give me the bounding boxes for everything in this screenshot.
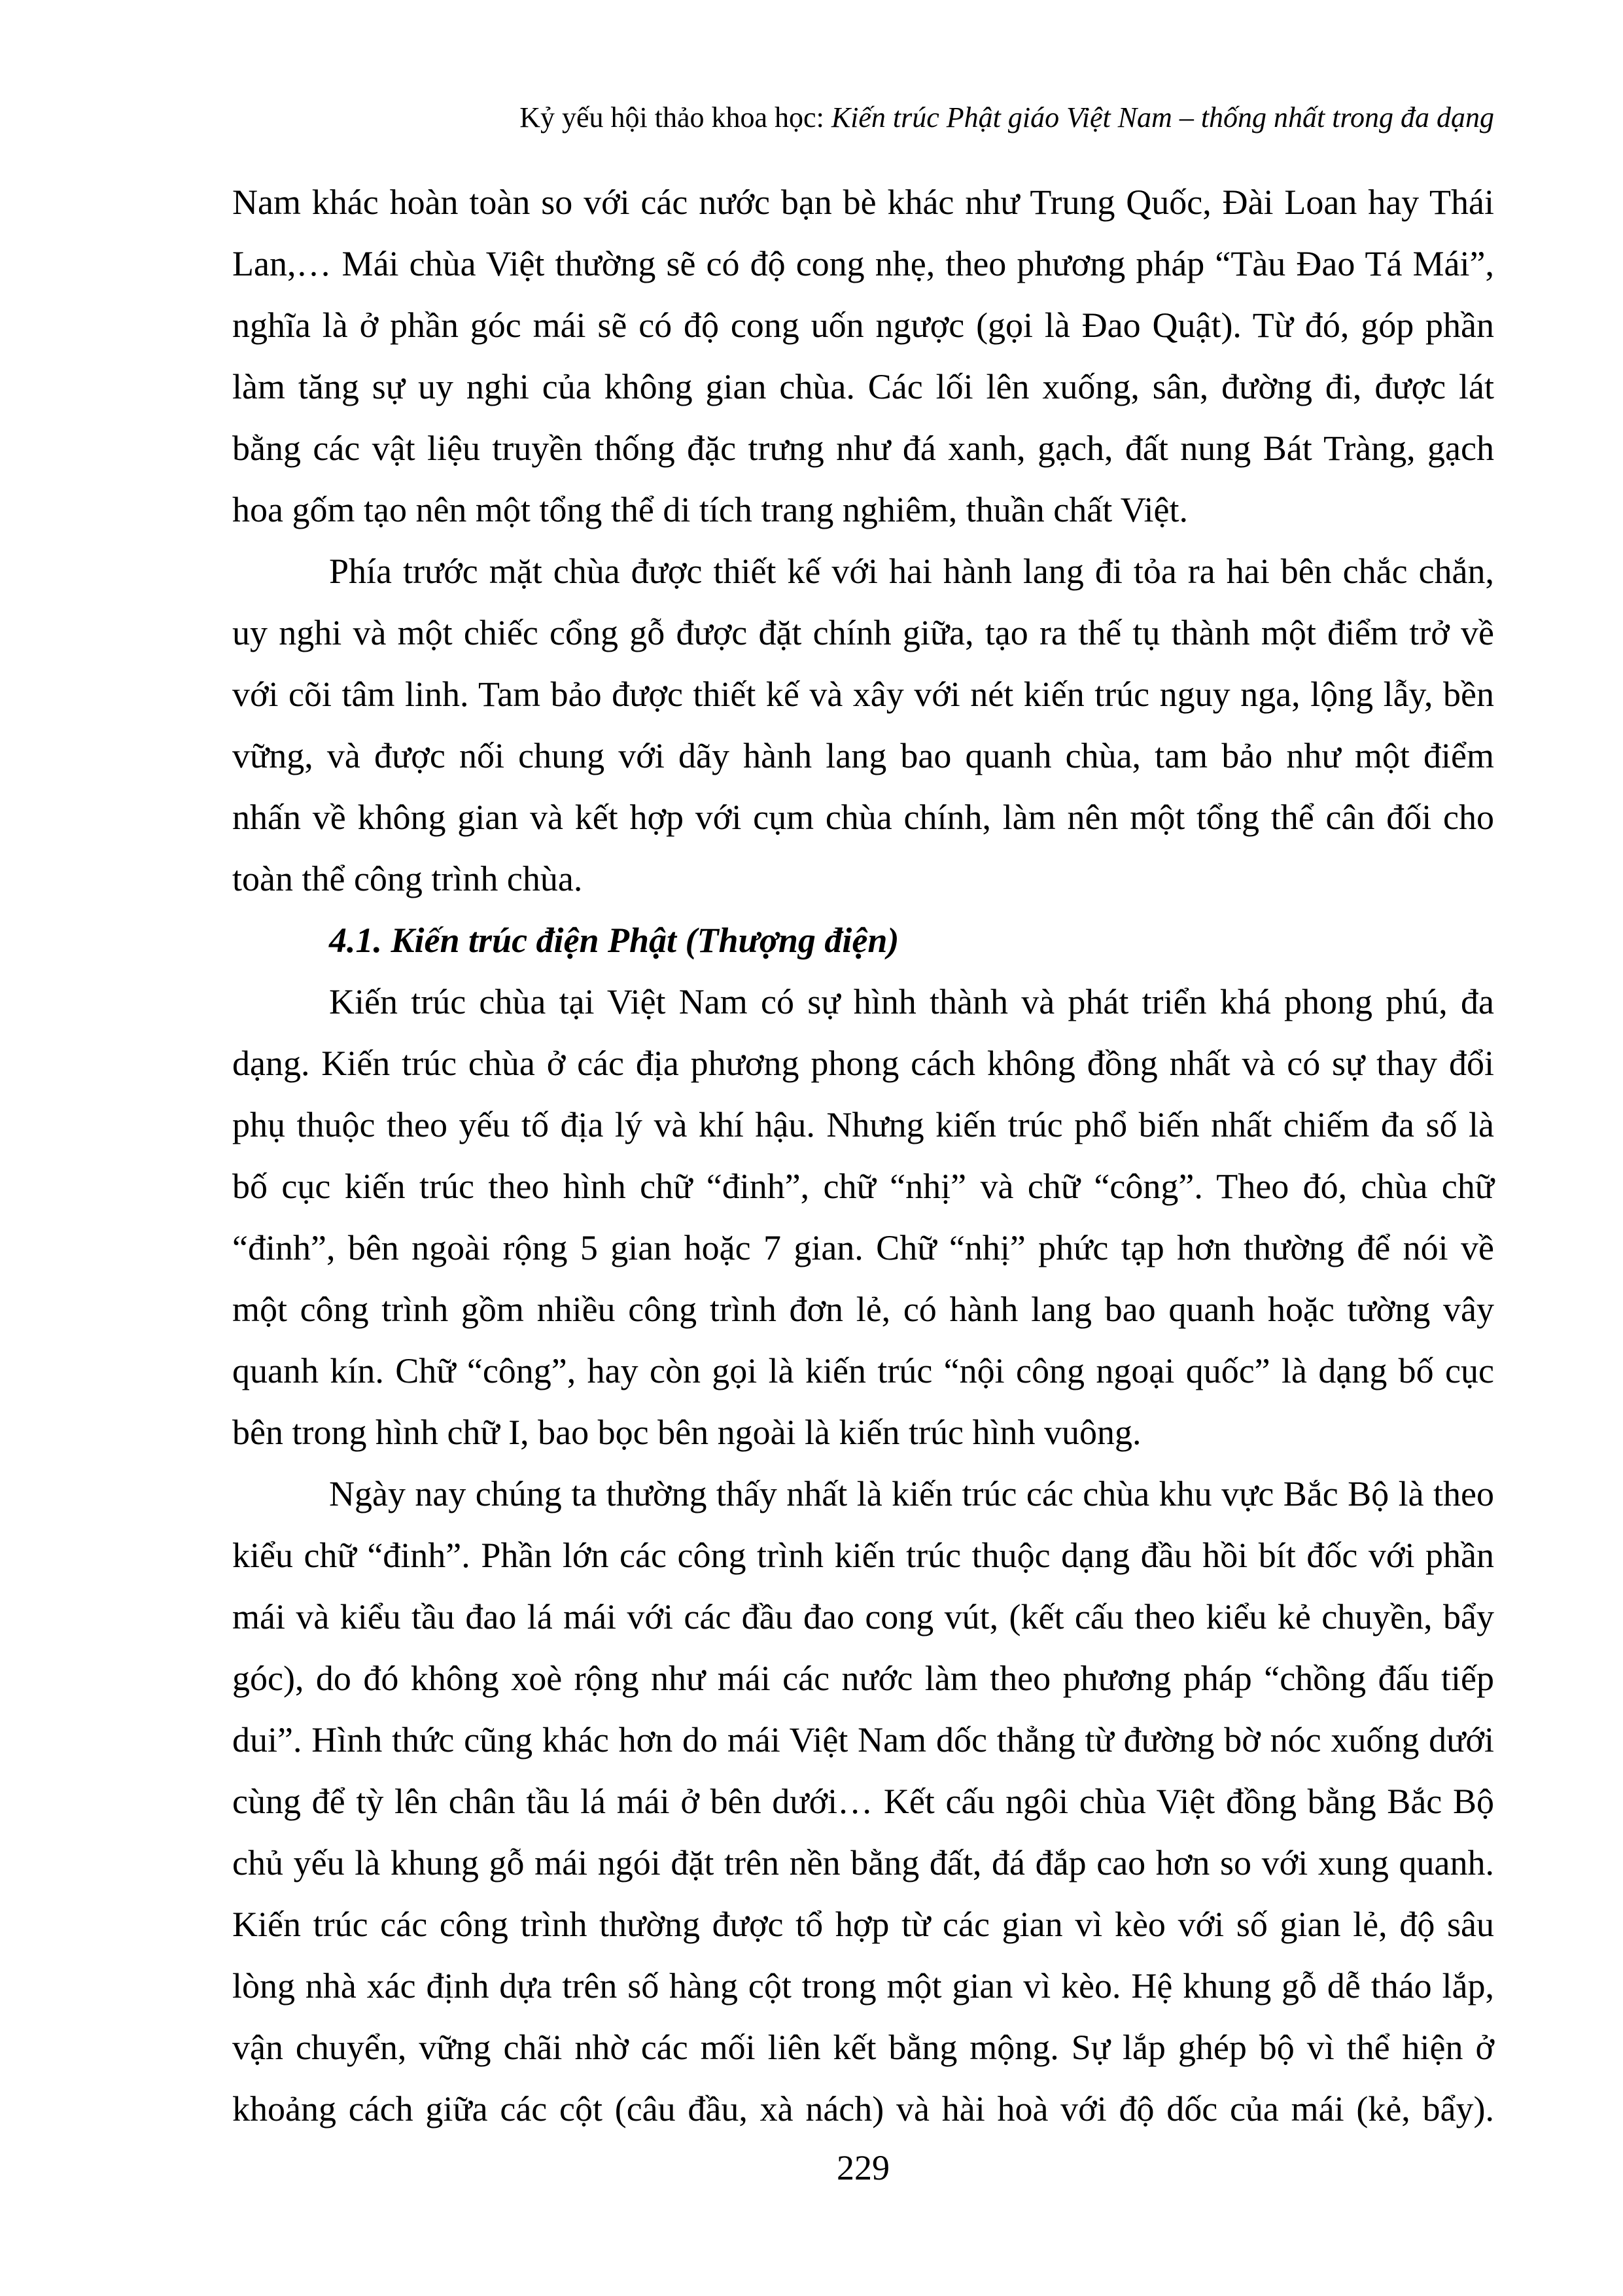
document-body xyxy=(232,171,1494,2140)
text-line: quanh kín. Chữ “công”, hay còn gọi là kiến trúc “nội công ngoại quốc” là dạng bố cục xyxy=(232,1351,1494,1390)
text-line: uy nghi và một chiếc cổng gỗ được đặt chính giữa, tạo ra thế tụ thành một điểm trở về xyxy=(232,613,1494,652)
text-line: một công trình gồm nhiều công trình đơn lẻ, có hành lang bao quanh hoặc tường vây xyxy=(232,1290,1494,1329)
text-line: cùng để tỳ lên chân tầu lá mái ở bên dưới… Kết cấu ngôi chùa Việt đồng bằng Bắc Bộ xyxy=(232,1782,1494,1821)
text-line: dạng. Kiến trúc chùa ở các địa phương phong cách không đồng nhất và có sự thay đổi xyxy=(232,1044,1494,1083)
text-line: hoa gốm tạo nên một tổng thể di tích trang nghiêm, thuần chất Việt. xyxy=(232,490,1188,529)
text-line: nghĩa là ở phần góc mái sẽ có độ cong uốn ngược (gọi là Đao Quật). Từ đó, góp phần xyxy=(232,306,1494,345)
text-line: bằng các vật liệu truyền thống đặc trưng như đá xanh, gạch, đất nung Bát Tràng, gạch xyxy=(232,429,1494,468)
section-heading: 4.1. Kiến trúc điện Phật (Thượng điện) xyxy=(329,921,899,960)
text-line: nhấn về không gian và kết hợp với cụm chùa chính, làm nên một tổng thể cân đối cho xyxy=(232,798,1494,837)
text-line: toàn thể công trình chùa. xyxy=(232,859,583,898)
text-line: Ngày nay chúng ta thường thấy nhất là kiến trúc các chùa khu vực Bắc Bộ là theo xyxy=(329,1474,1494,1513)
text-line: với cõi tâm linh. Tam bảo được thiết kế và xây với nét kiến trúc nguy nga, lộng lẫy, bền xyxy=(232,675,1494,714)
text-line: Kiến trúc chùa tại Việt Nam có sự hình thành và phát triển khá phong phú, đa xyxy=(329,982,1494,1021)
text-line: mái và kiểu tầu đao lá mái với các đầu đao cong vút, (kết cấu theo kiểu kẻ chuyền, bẩy xyxy=(232,1597,1494,1636)
header-prefix: Kỷ yếu hội thảo khoa học: xyxy=(519,101,831,133)
page-number: 229 xyxy=(837,2148,890,2187)
text-line: kiểu chữ “đinh”. Phần lớn các công trình kiến trúc thuộc dạng đầu hồi bít đốc với phần xyxy=(232,1536,1494,1575)
text-line: khoảng cách giữa các cột (câu đầu, xà nách) và hài hoà với độ dốc của mái (kẻ, bẩy). xyxy=(232,2089,1494,2128)
text-line: bố cục kiến trúc theo hình chữ “đinh”, chữ “nhị” và chữ “công”. Theo đó, chùa chữ xyxy=(232,1167,1494,1206)
text-line: Nam khác hoàn toàn so với các nước bạn bè khác như Trung Quốc, Đài Loan hay Thái xyxy=(232,183,1494,222)
text-line: làm tăng sự uy nghi của không gian chùa. Các lối lên xuống, sân, đường đi, được lát xyxy=(232,367,1494,406)
text-line: lòng nhà xác định dựa trên số hàng cột trong một gian vì kèo. Hệ khung gỗ dễ tháo lắp, xyxy=(232,1966,1494,2005)
text-line: Phía trước mặt chùa được thiết kế với hai hành lang đi tỏa ra hai bên chắc chắn, xyxy=(329,552,1494,591)
text-line: phụ thuộc theo yếu tố địa lý và khí hậu. Nhưng kiến trúc phổ biến nhất chiếm đa số là xyxy=(232,1105,1494,1144)
text-line: “đinh”, bên ngoài rộng 5 gian hoặc 7 gian. Chữ “nhị” phức tạp hơn thường để nói về xyxy=(232,1228,1494,1267)
text-line: bên trong hình chữ I, bao bọc bên ngoài là kiến trúc hình vuông. xyxy=(232,1413,1142,1452)
text-line: chủ yếu là khung gỗ mái ngói đặt trên nền bằng đất, đá đắp cao hơn so với xung quanh. xyxy=(232,1843,1494,1882)
text-line: dui”. Hình thức cũng khác hơn do mái Việt Nam dốc thẳng từ đường bờ nóc xuống dưới xyxy=(232,1720,1494,1759)
header-title: Kiến trúc Phật giáo Việt Nam – thống nhất trong đa dạng xyxy=(831,101,1494,133)
text-line: góc), do đó không xoè rộng như mái các nước làm theo phương pháp “chồng đấu tiếp xyxy=(232,1659,1494,1698)
running-header xyxy=(232,99,1494,135)
text-line: Kiến trúc các công trình thường được tổ hợp từ các gian vì kèo với số gian lẻ, độ sâu xyxy=(232,1905,1494,1944)
text-line: vận chuyển, vững chãi nhờ các mối liên kết bằng mộng. Sự lắp ghép bộ vì thể hiện ở xyxy=(232,2028,1494,2067)
text-line: Lan,… Mái chùa Việt thường sẽ có độ cong nhẹ, theo phương pháp “Tàu Đao Tá Mái”, xyxy=(232,244,1494,283)
text-line: vững, và được nối chung với dãy hành lang bao quanh chùa, tam bảo như một điểm xyxy=(232,736,1494,775)
